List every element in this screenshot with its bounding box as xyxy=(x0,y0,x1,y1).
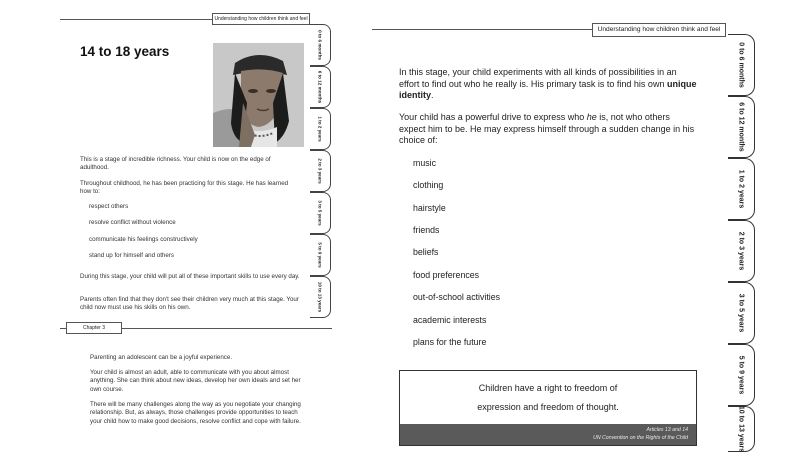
choice-item: friends xyxy=(413,225,440,235)
identity-end: . xyxy=(431,90,434,101)
rights-line-2: expression and freedom of thought. xyxy=(477,402,619,412)
expression-text-b: is, not who others expect him to be. He may express himself through a sudden change in his choice of: xyxy=(399,112,695,146)
right-age-tabs xyxy=(728,34,758,450)
tab-10-13-years[interactable] xyxy=(310,276,331,318)
tab-10-13-years[interactable] xyxy=(728,406,755,452)
tab-6-12-months[interactable] xyxy=(310,66,331,108)
tab-label: 10 to 13 years xyxy=(737,405,745,452)
left-age-tabs xyxy=(310,24,332,314)
tab-1-2-years[interactable] xyxy=(310,108,331,150)
tab-label: 10 to 13 years xyxy=(317,281,323,313)
tab-5-9-years[interactable] xyxy=(310,234,331,276)
rights-line-1: Children have a right to freedom of xyxy=(478,383,618,393)
lower-paragraph: Parenting an adolescent can be a joyful experience. xyxy=(90,354,233,361)
intro-paragraph: This is a stage of incredible richness. Your child is now on the edge of adulthood. xyxy=(80,156,271,172)
left-header-label: Understanding how children think and feel xyxy=(212,13,310,25)
tab-label: 1 to 2 years xyxy=(737,169,745,209)
right-header-label: Understanding how children think and feel xyxy=(592,23,726,37)
rights-source-bar xyxy=(400,424,696,445)
tab-label: 0 to 6 months xyxy=(737,42,745,88)
tab-0-6-months[interactable] xyxy=(310,24,331,66)
tab-3-5-years[interactable] xyxy=(310,192,331,234)
skill-item: respect others xyxy=(89,203,129,210)
choice-item: clothing xyxy=(413,180,444,190)
choice-item: music xyxy=(413,158,436,168)
expression-paragraph xyxy=(399,112,697,147)
rights-source-articles: Articles 13 and 14 xyxy=(646,427,688,433)
identity-bold: unique identity xyxy=(399,78,697,101)
tab-2-3-years[interactable] xyxy=(310,150,331,192)
tab-label: 2 to 3 years xyxy=(737,231,745,271)
teen-portrait-photo xyxy=(213,43,304,147)
during-paragraph: During this stage, your child will put all of these important skills to use every day. xyxy=(80,273,300,280)
lower-paragraph: There will be many challenges along the way as you negotiate your changing relationship. But, as always, those challenges provide opportunities to teach your child how to make good decisions, resolve conflict and cope with failure. xyxy=(90,401,301,425)
skill-item: stand up for himself and others xyxy=(89,252,174,259)
tab-label: 6 to 12 months xyxy=(737,102,745,152)
tab-label: 0 to 6 months xyxy=(317,30,323,60)
choice-item: hairstyle xyxy=(413,203,446,213)
tab-label: 6 to 12 months xyxy=(317,70,323,104)
identity-paragraph xyxy=(399,67,697,102)
skill-item: resolve conflict without violence xyxy=(89,219,176,226)
expression-text-a: Your child has a powerful drive to express who xyxy=(399,112,587,122)
skill-item: communicate his feelings constructively xyxy=(89,236,198,243)
lower-paragraph: Your child is almost an adult, able to communicate with you about almost anything. She can think about new ideas, develop her own ideals and set her own course. xyxy=(90,369,301,393)
tab-2-3-years[interactable] xyxy=(728,220,755,282)
expression-italic: he xyxy=(586,112,597,122)
tab-label: 2 to 3 years xyxy=(317,158,323,184)
chapter-label: Chapter 3 xyxy=(66,322,122,334)
parents-paragraph: Parents often find that they don't see their children very much at this stage. Your child now must use his skills on his own. xyxy=(80,296,299,310)
tab-label: 5 to 9 years xyxy=(317,242,323,268)
rights-source-convention: UN Convention on the Rights of the Child xyxy=(593,435,688,441)
choice-item: plans for the future xyxy=(413,337,487,347)
tab-5-9-years[interactable] xyxy=(728,344,755,406)
choice-item: out-of-school activities xyxy=(413,292,501,302)
tab-0-6-months[interactable] xyxy=(728,34,755,96)
tab-label: 3 to 5 years xyxy=(317,200,323,226)
tab-label: 1 to 2 years xyxy=(317,116,323,142)
tab-label: 3 to 5 years xyxy=(737,293,745,333)
choice-item: food preferences xyxy=(413,270,480,280)
page-title: 14 to 18 years xyxy=(80,44,170,59)
identity-text: In this stage, your child experiments with all kinds of possibilities in an effort to find out who he really is. His primary task is to find his own xyxy=(399,67,677,89)
practicing-paragraph: Throughout childhood, he has been practicing for this stage. He has learned how to: xyxy=(80,180,289,196)
choice-item: academic interests xyxy=(413,315,487,325)
tab-6-12-months[interactable] xyxy=(728,96,755,158)
tab-1-2-years[interactable] xyxy=(728,158,755,220)
tab-3-5-years[interactable] xyxy=(728,282,755,344)
tab-label: 5 to 9 years xyxy=(737,355,745,395)
choice-item: beliefs xyxy=(413,247,439,257)
rights-callout-box xyxy=(399,370,697,446)
